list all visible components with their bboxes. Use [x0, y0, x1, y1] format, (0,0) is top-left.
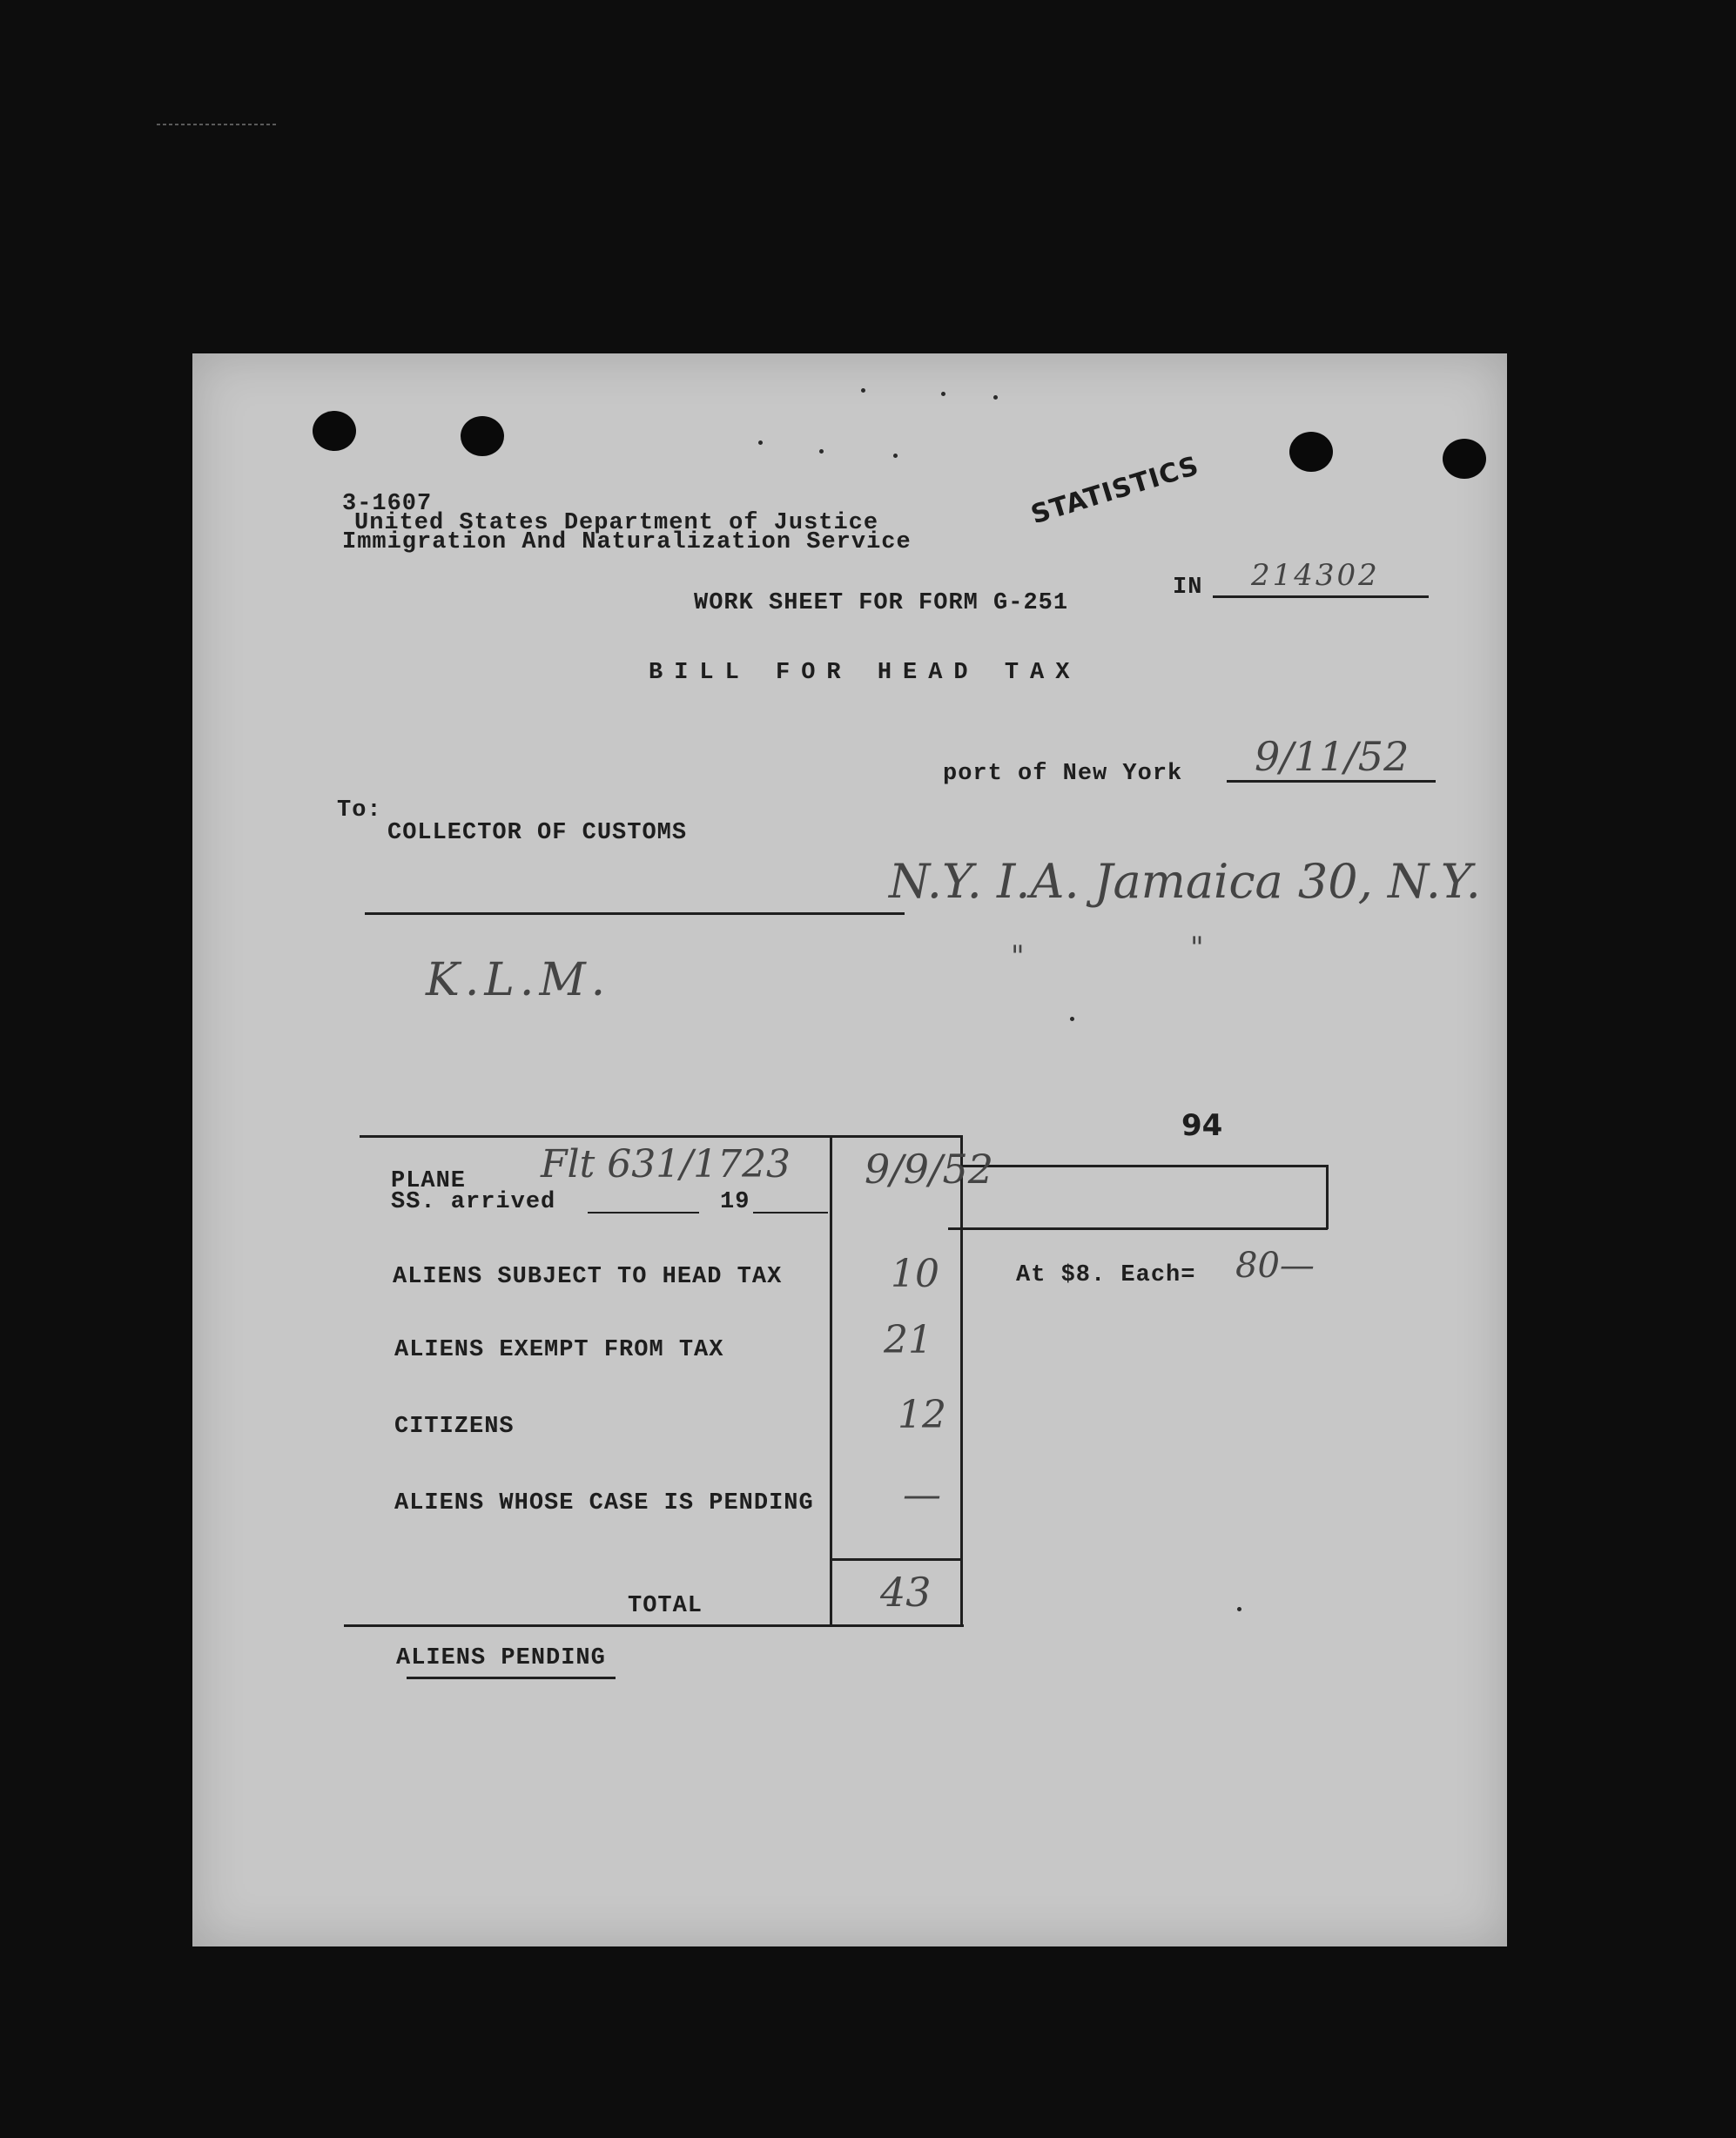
punch-hole [1443, 439, 1486, 479]
rate-box-bottom [948, 1227, 1328, 1230]
to-label: To: [337, 797, 382, 824]
table-column-rule [830, 1137, 832, 1624]
row-value-exempt: 21 [884, 1318, 932, 1362]
worksheet-title: WORK SHEET FOR FORM G-251 [694, 590, 1069, 616]
total-value: 43 [880, 1569, 932, 1616]
row-value-pending: — [903, 1473, 941, 1517]
carrier-handwritten: K.L.M. [426, 954, 611, 1006]
punch-hole [1289, 432, 1333, 472]
row-label-subject-to-tax: ALIENS SUBJECT TO HEAD TAX [393, 1264, 783, 1290]
row-label-citizens: CITIZENS [394, 1414, 515, 1440]
collector-of-customs: COLLECTOR OF CUSTOMS [387, 820, 688, 846]
plane-label: PLANE [391, 1168, 467, 1194]
agency-line-1: United States Department of Justice [354, 510, 879, 536]
form-number: 3-1607 [342, 491, 433, 517]
ditto-mark: " [1011, 939, 1025, 974]
aliens-pending-label: ALIENS PENDING [396, 1645, 606, 1671]
arrival-date-handwritten: 9/9/52 [865, 1146, 994, 1193]
row-label-pending: ALIENS WHOSE CASE IS PENDING [394, 1490, 814, 1516]
port-label: port of New York [943, 761, 1183, 787]
location-handwritten: N.Y. I.A. Jamaica 30, N.Y. [889, 854, 1481, 909]
table-top-rule [360, 1135, 962, 1138]
rate-label: At $8. Each= [1016, 1262, 1196, 1288]
table-bottom-rule [344, 1624, 964, 1627]
rate-box-top [962, 1165, 1328, 1167]
year-prefix: 19 [720, 1189, 750, 1215]
aliens-pending-underline [407, 1677, 616, 1679]
port-date-underline [1227, 780, 1436, 783]
port-date: 9/11/52 [1255, 733, 1410, 780]
document-page [192, 353, 1507, 1946]
in-label: IN [1173, 575, 1203, 601]
ditto-mark: " [1190, 931, 1204, 965]
total-label: TOTAL [628, 1593, 703, 1619]
scan-edge-mark [157, 124, 279, 125]
punch-hole [461, 416, 504, 456]
total-cell-top [831, 1558, 962, 1561]
year-underline [753, 1212, 828, 1214]
in-number-underline [1213, 595, 1429, 598]
agency-line-2: Immigration And Naturalization Service [342, 529, 912, 555]
in-number: 214302 [1251, 558, 1380, 593]
row-value-subject-to-tax: 10 [891, 1252, 939, 1296]
punch-hole [313, 411, 356, 451]
arrived-underline [588, 1212, 699, 1214]
page-number: 94 [1181, 1108, 1223, 1143]
bill-title: BILL FOR HEAD TAX [649, 660, 1081, 686]
rate-amount: 80— [1235, 1246, 1315, 1286]
statistics-stamp: STATISTICS [1027, 450, 1203, 531]
ss-arrived-label: SS. arrived [391, 1189, 556, 1215]
row-label-exempt: ALIENS EXEMPT FROM TAX [394, 1337, 724, 1363]
flight-handwritten: Flt 631/1723 [541, 1142, 791, 1187]
row-value-citizens: 12 [898, 1393, 946, 1437]
table-column-rule [960, 1135, 963, 1626]
rate-box-right [1326, 1165, 1329, 1229]
address-line [365, 912, 905, 915]
